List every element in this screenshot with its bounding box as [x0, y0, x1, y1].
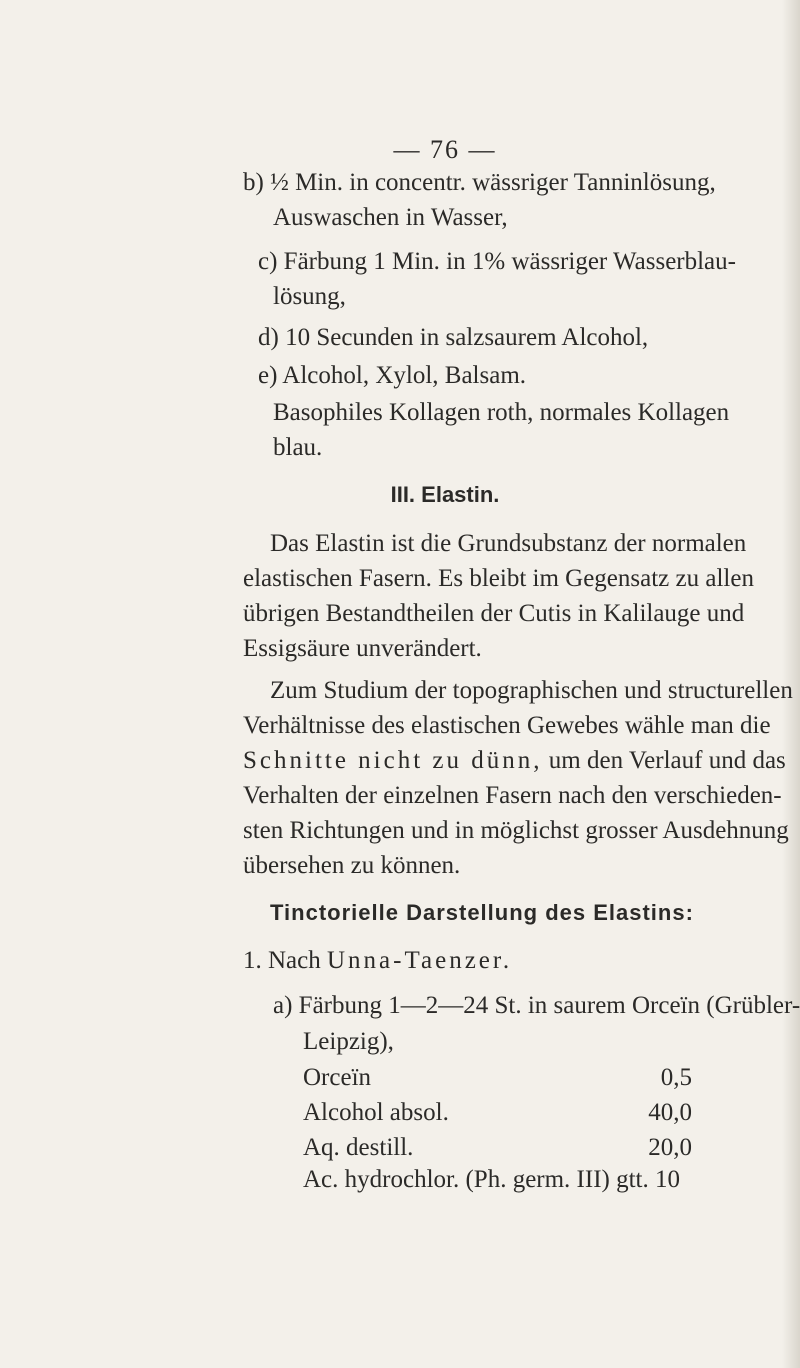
result-line1: Basophiles Kollagen roth, normales Kollagen [273, 399, 730, 426]
recipe-ingredient: Alcohol absol. [303, 1099, 449, 1126]
para1-line4: Essigsäure unverändert. [243, 635, 482, 662]
para2-line3 [243, 746, 786, 776]
spaced-emphasis: Schnitte nicht zu dünn, [243, 747, 543, 774]
para2-line5: sten Richtungen und in möglichst grosser Ausdehnung [243, 817, 789, 844]
step-a-line2: Leipzig), [303, 1028, 394, 1055]
para2-line2: Verhältnisse des elastischen Gewebes wähle man die [243, 712, 771, 739]
step-c-line1: c) Färbung 1 Min. in 1% wässriger Wasserblau- [258, 248, 736, 275]
recipe-ingredient: Orceïn [303, 1064, 372, 1091]
section-heading-tinctorial: Tinctorielle Darstellung des Elastins: [270, 900, 694, 925]
method1-author: Unna-Taenzer. [327, 947, 513, 974]
step-c-line2: lösung, [273, 283, 346, 310]
page-number: — 76 — [393, 135, 497, 164]
para2-line6: übersehen zu können. [243, 852, 461, 879]
para2-line3-rest: um den Verlauf und das [542, 747, 786, 774]
step-d: d) 10 Secunden in salzsaurem Alcohol, [258, 324, 649, 351]
result-line2: blau. [273, 434, 323, 461]
recipe-ingredient: Aq. destill. [303, 1134, 414, 1161]
step-a-line1: a) Färbung 1—2—24 St. in saurem Orceïn (Grübler- [273, 992, 800, 1019]
step-b-line1: b) ½ Min. in concentr. wässriger Tanninlösung, [243, 169, 716, 196]
section-heading-elastin: III. Elastin. [390, 482, 500, 507]
recipe-last-line: Ac. hydrochlor. (Ph. germ. III) gtt. 10 [303, 1166, 681, 1193]
recipe-amount: 40,0 [648, 1099, 692, 1126]
para1-line3: übrigen Bestandtheilen der Cutis in Kalilauge und [243, 600, 745, 627]
para2-line4: Verhalten der einzelnen Fasern nach den verschieden- [243, 782, 782, 809]
step-b-line2: Auswaschen in Wasser, [273, 204, 508, 231]
para2-line1: Zum Studium der topographischen und structurellen [270, 677, 793, 704]
method1-prefix: 1. Nach [243, 947, 327, 974]
recipe-amount: 0,5 [660, 1064, 692, 1091]
para1-line1: Das Elastin ist die Grundsubstanz der normalen [270, 530, 747, 557]
para1-line2: elastischen Fasern. Es bleibt im Gegensatz zu allen [243, 565, 754, 592]
method1-title [243, 946, 512, 976]
step-e: e) Alcohol, Xylol, Balsam. [258, 362, 527, 389]
recipe-amount: 20,0 [648, 1134, 692, 1161]
